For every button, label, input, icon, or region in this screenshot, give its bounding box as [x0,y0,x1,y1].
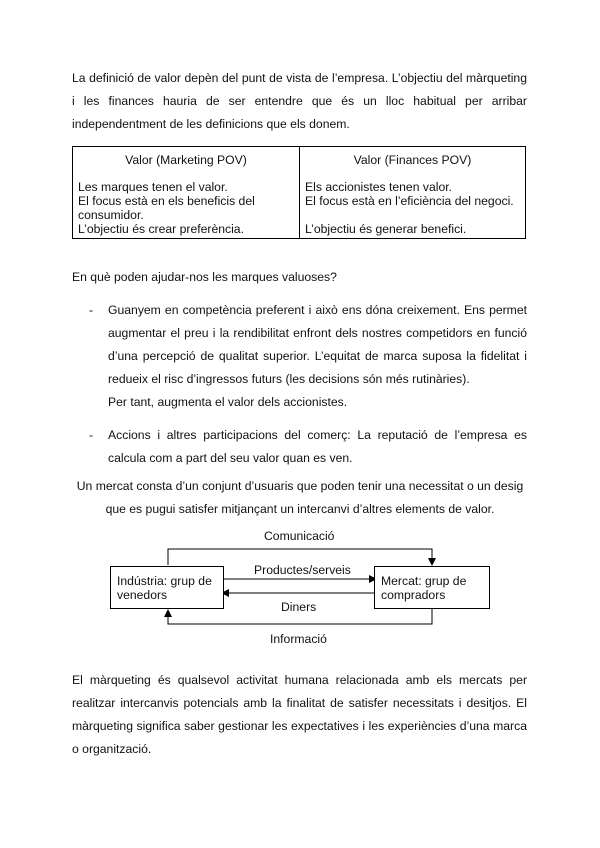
information-label: Informació [270,632,327,646]
section-question: En què poden ajudar-nos les marques valuoses? [72,270,337,284]
sellers-box [110,566,224,609]
conclusion-line: realitzar intercanvis potencials amb la finalitat de satisfer necessitats i desitjos. El [72,696,527,710]
conclusion-line: màrqueting significa saber gestionar les expectatives i les experiències d’una marca [72,719,527,733]
finances-pov-line: Els accionistes tenen valor. [305,180,453,194]
conclusion-line: El màrqueting és qualsevol activitat humana relacionada amb els mercats per [72,673,527,687]
marketing-pov-line: consumidor. [78,208,144,222]
marketing-pov-line: El focus està en els beneficis del [78,194,255,208]
marketing-pov-header: Valor (Marketing POV) [125,153,247,167]
products-services-label: Productes/serveis [254,563,351,577]
bullet-line: d’una percepció de qualitat superior. L’equitat de marca suposa la fidelitat i [108,349,527,363]
bullet-line: Accions i altres participacions del comerç: La reputació de l’empresa es [108,428,527,442]
marketing-pov-line: Les marques tenen el valor. [78,180,228,194]
intro-line-3: independentment de les definicions que els donem. [72,117,350,131]
bullet-line: augmentar el preu i la rendibilitat enfront dels nostres competidors en funció [108,326,527,340]
money-label: Diners [281,600,317,614]
finances-pov-header: Valor (Finances POV) [353,153,472,167]
finances-pov-line: L’objectiu és generar benefici. [305,222,467,236]
bullet-line: redueix el risc d’ingressos futurs (les decisions són més rutinàries). [108,372,470,386]
market-line-1: Un mercat consta d’un conjunt d’usuaris que poden tenir una necessitat o un desig [76,479,524,493]
buyers-box [374,566,490,609]
conclusion-line: o organització. [72,742,152,756]
bullet-dash: - [89,428,94,442]
buyers-box-line: compradors [381,588,446,602]
buyers-box-line: Mercat: grup de [381,574,467,588]
finances-pov-line: El focus està en l’eficiència del negoci. [305,194,514,208]
communication-label: Comunicació [264,529,335,543]
sellers-box-line: venedors [117,588,168,602]
marketing-pov-line: L’objectiu és crear preferència. [78,222,244,236]
sellers-box-line: Indústria: grup de [117,574,212,588]
intro-line-2: i les finances hauria de ser entendre que és un lloc habitual per arribar [72,94,527,108]
bullet-line: calcula com a part del seu valor quan es ven. [108,451,353,465]
bullet-line: Guanyem en competència preferent i això ens dóna creixement. Ens permet [108,303,527,317]
market-line-2: que es pugui satisfer mitjançant un intercanvi d’altres elements de valor. [105,502,495,516]
bullet-followup: Per tant, augmenta el valor dels accionistes. [108,395,348,409]
intro-line-1: La definició de valor depèn del punt de vista de l’empresa. L’objectiu del màrqueting [72,71,527,85]
bullet-dash: - [89,303,94,317]
